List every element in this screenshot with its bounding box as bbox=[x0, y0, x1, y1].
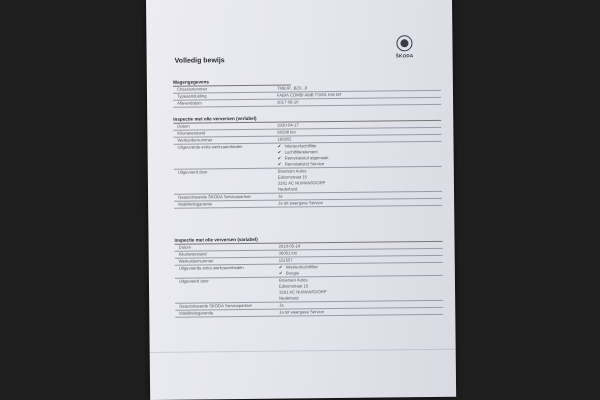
checkmark-icon: ✔ bbox=[277, 149, 282, 155]
vehicle-section bbox=[173, 77, 441, 108]
row-label: Uitgevoerde extra werkzaamheden bbox=[177, 143, 243, 150]
brand-name: ŠKODA bbox=[395, 53, 414, 59]
row-value: Ja tot weergave Service bbox=[279, 309, 325, 315]
checkmark-icon: ✔ bbox=[277, 155, 282, 161]
row-label: Uitgevoerd door bbox=[178, 278, 209, 284]
row-label: Werkordernummer bbox=[178, 258, 214, 264]
check-item: ✔ Remvloeistof afgemaak bbox=[277, 155, 329, 161]
section-heading: Inspectie met olie verversen (variabel) bbox=[174, 235, 442, 245]
check-item: ✔ Luchtfilterelement bbox=[277, 149, 318, 155]
row-value: Ja tot weergave Service bbox=[278, 200, 323, 206]
checkmark-icon: ✔ bbox=[278, 270, 283, 276]
row-label: Typeaanduiding bbox=[176, 93, 207, 99]
row-label: Uitgevoerde extra werkzaamheden bbox=[178, 264, 244, 271]
row-label: Chassisnummer bbox=[176, 86, 208, 92]
row-label: Uitgevoerd door bbox=[177, 169, 208, 175]
table-row bbox=[175, 276, 443, 304]
row-value: Broersen Autos Edisonstraat 15 3261 AC NUMANSDORP Nederland bbox=[277, 168, 326, 192]
page-title: Volledig bewijs bbox=[174, 57, 225, 65]
table-row bbox=[174, 142, 442, 170]
table-row bbox=[173, 98, 441, 108]
document-page bbox=[146, 0, 456, 400]
row-value: 2020-04-17 bbox=[277, 122, 299, 128]
row-label: Afleverdatum bbox=[177, 100, 202, 106]
row-value: 151557 bbox=[278, 257, 293, 263]
row-value: 2017-08-10 bbox=[277, 99, 299, 105]
row-value: 2019-05-14 bbox=[278, 243, 301, 249]
row-value: Ja bbox=[279, 302, 284, 308]
row-label: Kilometerstand bbox=[177, 130, 206, 136]
row-label: Datum bbox=[177, 123, 190, 129]
check-item: ✔ Remvloeistof Service bbox=[277, 161, 325, 167]
checkmark-icon: ✔ bbox=[277, 161, 282, 167]
row-value: TMBJP...BZ0...8 bbox=[276, 85, 308, 91]
row-label: Kilometerstand bbox=[178, 251, 207, 257]
row-value: Ja bbox=[278, 193, 283, 199]
row-label: Datum bbox=[178, 244, 191, 250]
checkmark-icon: ✔ bbox=[277, 143, 282, 149]
table-row bbox=[174, 167, 442, 195]
table-row bbox=[174, 199, 442, 209]
row-label: Mobiliteitsgarantie bbox=[178, 201, 212, 207]
check-item: ✔ Interieurluchtfilter bbox=[278, 264, 318, 270]
row-value: Broersen Autos Edisonstraat 15 3261 AC NUMANSDORP Nederland bbox=[278, 277, 327, 301]
section-heading: Inspectie met olie verversen (verlabel) bbox=[173, 114, 441, 124]
row-value: 36051 km bbox=[278, 250, 298, 256]
check-item: ✔ Interieurluchtfilter bbox=[277, 143, 317, 149]
row-value bbox=[278, 142, 442, 168]
row-value: FABIA COMBI AMB TSI/81 KW MT bbox=[276, 91, 343, 98]
section-heading: Wagengegevens bbox=[173, 78, 291, 86]
row-value: 183802 bbox=[277, 136, 292, 142]
row-label: Werkordernummer bbox=[177, 137, 213, 143]
skoda-logo bbox=[390, 35, 418, 58]
inspection-section-1 bbox=[173, 114, 442, 209]
checkmark-icon: ✔ bbox=[278, 264, 283, 270]
row-label: Geautoriseerde ŠKODA Servicepartner bbox=[178, 193, 251, 200]
paper-fold bbox=[150, 349, 456, 353]
row-label: Mobiliteitsgarantie bbox=[179, 310, 214, 316]
row-label: Geautoriseerde ŠKODA Servicepartner bbox=[179, 302, 253, 309]
table-row bbox=[175, 308, 443, 318]
row-value bbox=[279, 263, 443, 277]
row-value: 60298 km bbox=[277, 129, 296, 135]
check-item: ✔ Bougie bbox=[278, 270, 299, 276]
skoda-emblem-icon bbox=[396, 35, 412, 51]
inspection-section-2 bbox=[174, 235, 443, 318]
